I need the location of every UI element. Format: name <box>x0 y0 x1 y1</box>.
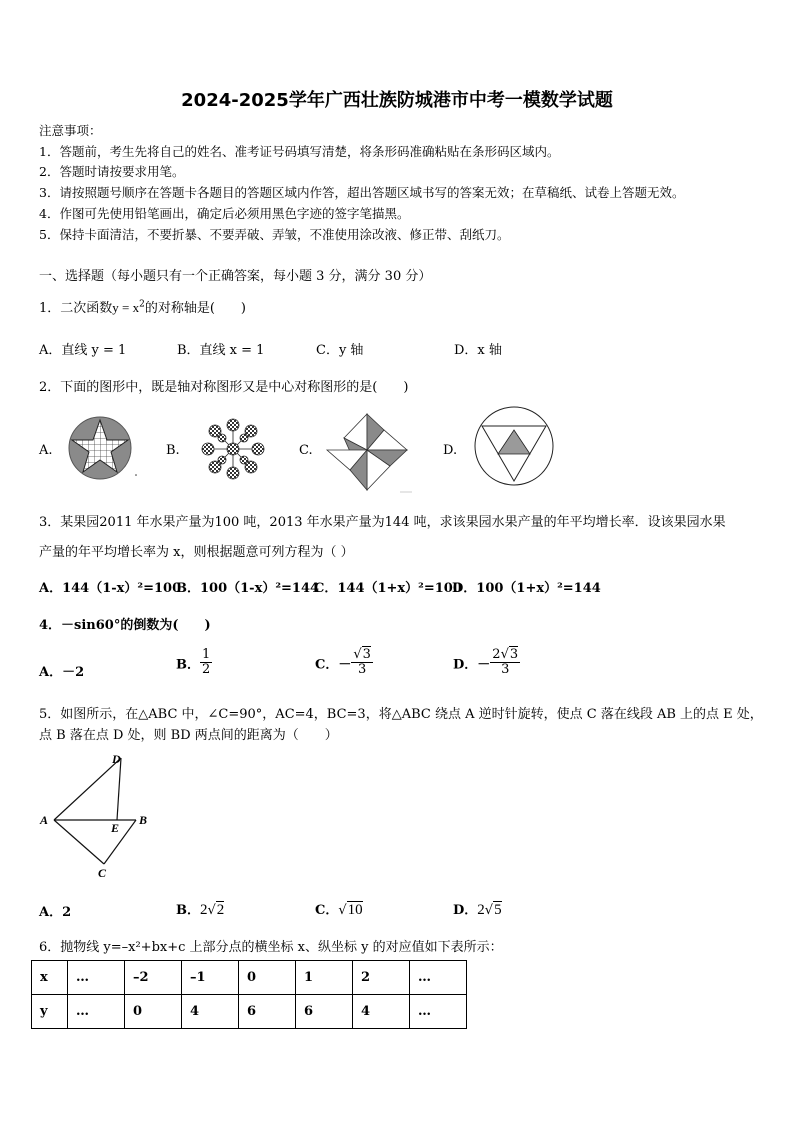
figure-triangle-in-circle <box>473 405 555 487</box>
table-cell: x <box>32 961 68 995</box>
page-title: 2024-2025学年广西壮族防城港市中考一模数学试题 <box>181 90 613 111</box>
q4-d-radicand: 3 <box>509 647 519 662</box>
table-cell: 4 <box>353 995 410 1029</box>
table-cell: –2 <box>125 961 182 995</box>
q1-stem-b: 的对称轴是( ) <box>144 301 247 316</box>
q4-b-denominator: 2 <box>202 662 211 678</box>
table-row <box>32 995 467 1029</box>
table-row <box>32 961 467 995</box>
q2-label-d: D. <box>443 443 458 458</box>
notice-item: 5．保持卡面清洁，不要折暴、不要弄破、弄皱，不准使用涂改液、修正带、刮纸刀。 <box>39 227 510 242</box>
q5-d-coefficient: 2 <box>477 902 485 918</box>
q5-c-radicand: 10 <box>347 902 363 918</box>
section-heading: 一、选择题（每小题只有一个正确答案，每小题 3 分，满分 30 分） <box>39 269 432 284</box>
q5-b-radicand: 2 <box>216 902 225 918</box>
q1-option-c: C．y 轴 <box>316 343 364 358</box>
question-3-line2: 产量的年平均增长率为 x，则根据题意可列方程为（ ） <box>39 545 354 560</box>
notice-item: 3．请按照题号顺序在答题卡各题目的答题区域内作答，超出答题区域书写的答案无效；在草稿纸、试卷上答题无效。 <box>39 185 685 200</box>
table-cell: … <box>410 961 467 995</box>
table-cell: … <box>68 995 125 1029</box>
q4-option-c-label: C．－ <box>315 657 352 673</box>
q5-option-d-label: D． <box>453 903 478 918</box>
q5-b-coefficient: 2 <box>200 902 208 918</box>
table-cell: … <box>410 995 467 1029</box>
q5-option-a: A．2 <box>39 905 72 920</box>
table-cell: 4 <box>182 995 239 1029</box>
q5-option-b-label: B． <box>176 903 200 918</box>
q3-option-d: D．100（1+x）²=144 <box>452 581 601 596</box>
q5-option-c: C．√10 <box>315 902 363 918</box>
q1-option-d: D．x 轴 <box>454 343 502 358</box>
figure-pinwheel <box>322 412 412 496</box>
point-label-d: D <box>112 752 121 766</box>
q1-stem-a: 1．二次函数 <box>39 301 113 316</box>
value-table <box>31 960 467 1029</box>
q5-option-b: B．2√2 <box>176 902 225 918</box>
point-label-b: B <box>139 813 148 827</box>
point-label-c: C <box>98 866 107 880</box>
q5-option-c-label: C． <box>315 903 339 918</box>
q4-option-d-label: D．－ <box>453 657 491 673</box>
point-label-a: A <box>40 813 49 827</box>
q4-option-a: A．－2 <box>39 665 85 680</box>
q2-label-b: B. <box>166 443 180 458</box>
q4-d-denominator: 3 <box>501 662 510 678</box>
q4-option-b-label: B． <box>176 657 200 673</box>
table-cell: 6 <box>296 995 353 1029</box>
q5-option-d: D．2√5 <box>453 902 502 918</box>
notice-item: 1．答题前，考生先将自己的姓名、准考证号码填写清楚，将条形码准确粘贴在条形码区域内。 <box>39 144 560 159</box>
question-2: 2．下面的图形中，既是轴对称图形又是中心对称图形的是( ) <box>39 380 409 395</box>
table-cell: 1 <box>296 961 353 995</box>
q4-b-numerator: 1 <box>202 647 211 662</box>
figure-circle-ring <box>196 418 270 480</box>
table-cell: –1 <box>182 961 239 995</box>
q2-label-c: C. <box>299 443 313 458</box>
q4-option-b <box>176 648 212 678</box>
q4-c-denominator: 3 <box>358 662 367 678</box>
notice-heading: 注意事项： <box>39 123 102 138</box>
notice-item: 4．作图可先使用铅笔画出，确定后必须用黑色字迹的签字笔描黑。 <box>39 206 410 221</box>
point-label-e: E <box>111 821 120 835</box>
question-5-line2: 点 B 落在点 D 处，则 BD 两点间的距离为（ ） <box>39 728 338 743</box>
notice-item: 2．答题时请按要求用笔。 <box>39 164 185 179</box>
question-3-line1: 3．某果园2011 年水果产量为100 吨，2013 年水果产量为144 吨，求该果园水果产量的年平均增长率．设该果园水果 <box>39 515 726 530</box>
question-5-line1: 5．如图所示，在△ABC 中，∠C=90°，AC=4，BC=3，将△ABC 绕点 A 逆时针旋转，使点 C 落在线段 AB 上的点 E 处， <box>39 707 763 722</box>
q2-label-a: A. <box>39 443 53 458</box>
q1-option-a: A．直线 y = 1 <box>39 343 127 358</box>
q5-d-radicand: 5 <box>494 902 502 918</box>
q4-c-radicand: 3 <box>362 647 371 662</box>
question-4: 4．－sin60°的倒数为( ) <box>39 618 211 633</box>
question-1 <box>39 297 246 316</box>
q4-option-c: C．－ $\frac{√3}{3}$ <box>315 647 371 678</box>
table-cell: … <box>68 961 125 995</box>
q4-d-coefficient: 2 <box>492 647 501 662</box>
q1-formula: y = x <box>112 300 140 315</box>
table-cell: 0 <box>239 961 296 995</box>
q4-option-d: D．－ $\frac{2√3}{3}$ <box>453 647 519 678</box>
table-cell: 2 <box>353 961 410 995</box>
figure-triangle-rotation <box>36 750 156 880</box>
q1-option-b: B．直线 x = 1 <box>177 343 265 358</box>
table-cell: 0 <box>125 995 182 1029</box>
q3-option-c: C．144（1+x）²=100 <box>314 581 462 596</box>
q1-exponent: 2 <box>139 299 145 310</box>
q3-option-a: A．144（1-x）²=100 <box>39 581 182 596</box>
table-cell: 6 <box>239 995 296 1029</box>
q3-option-b: B．100（1-x）²=144 <box>176 581 320 596</box>
question-6: 6．抛物线 y=–x²+bx+c 上部分点的横坐标 x、纵坐标 y 的对应值如下表所示： <box>39 940 503 955</box>
table-cell: y <box>32 995 68 1029</box>
figure-star-in-circle <box>64 414 140 482</box>
